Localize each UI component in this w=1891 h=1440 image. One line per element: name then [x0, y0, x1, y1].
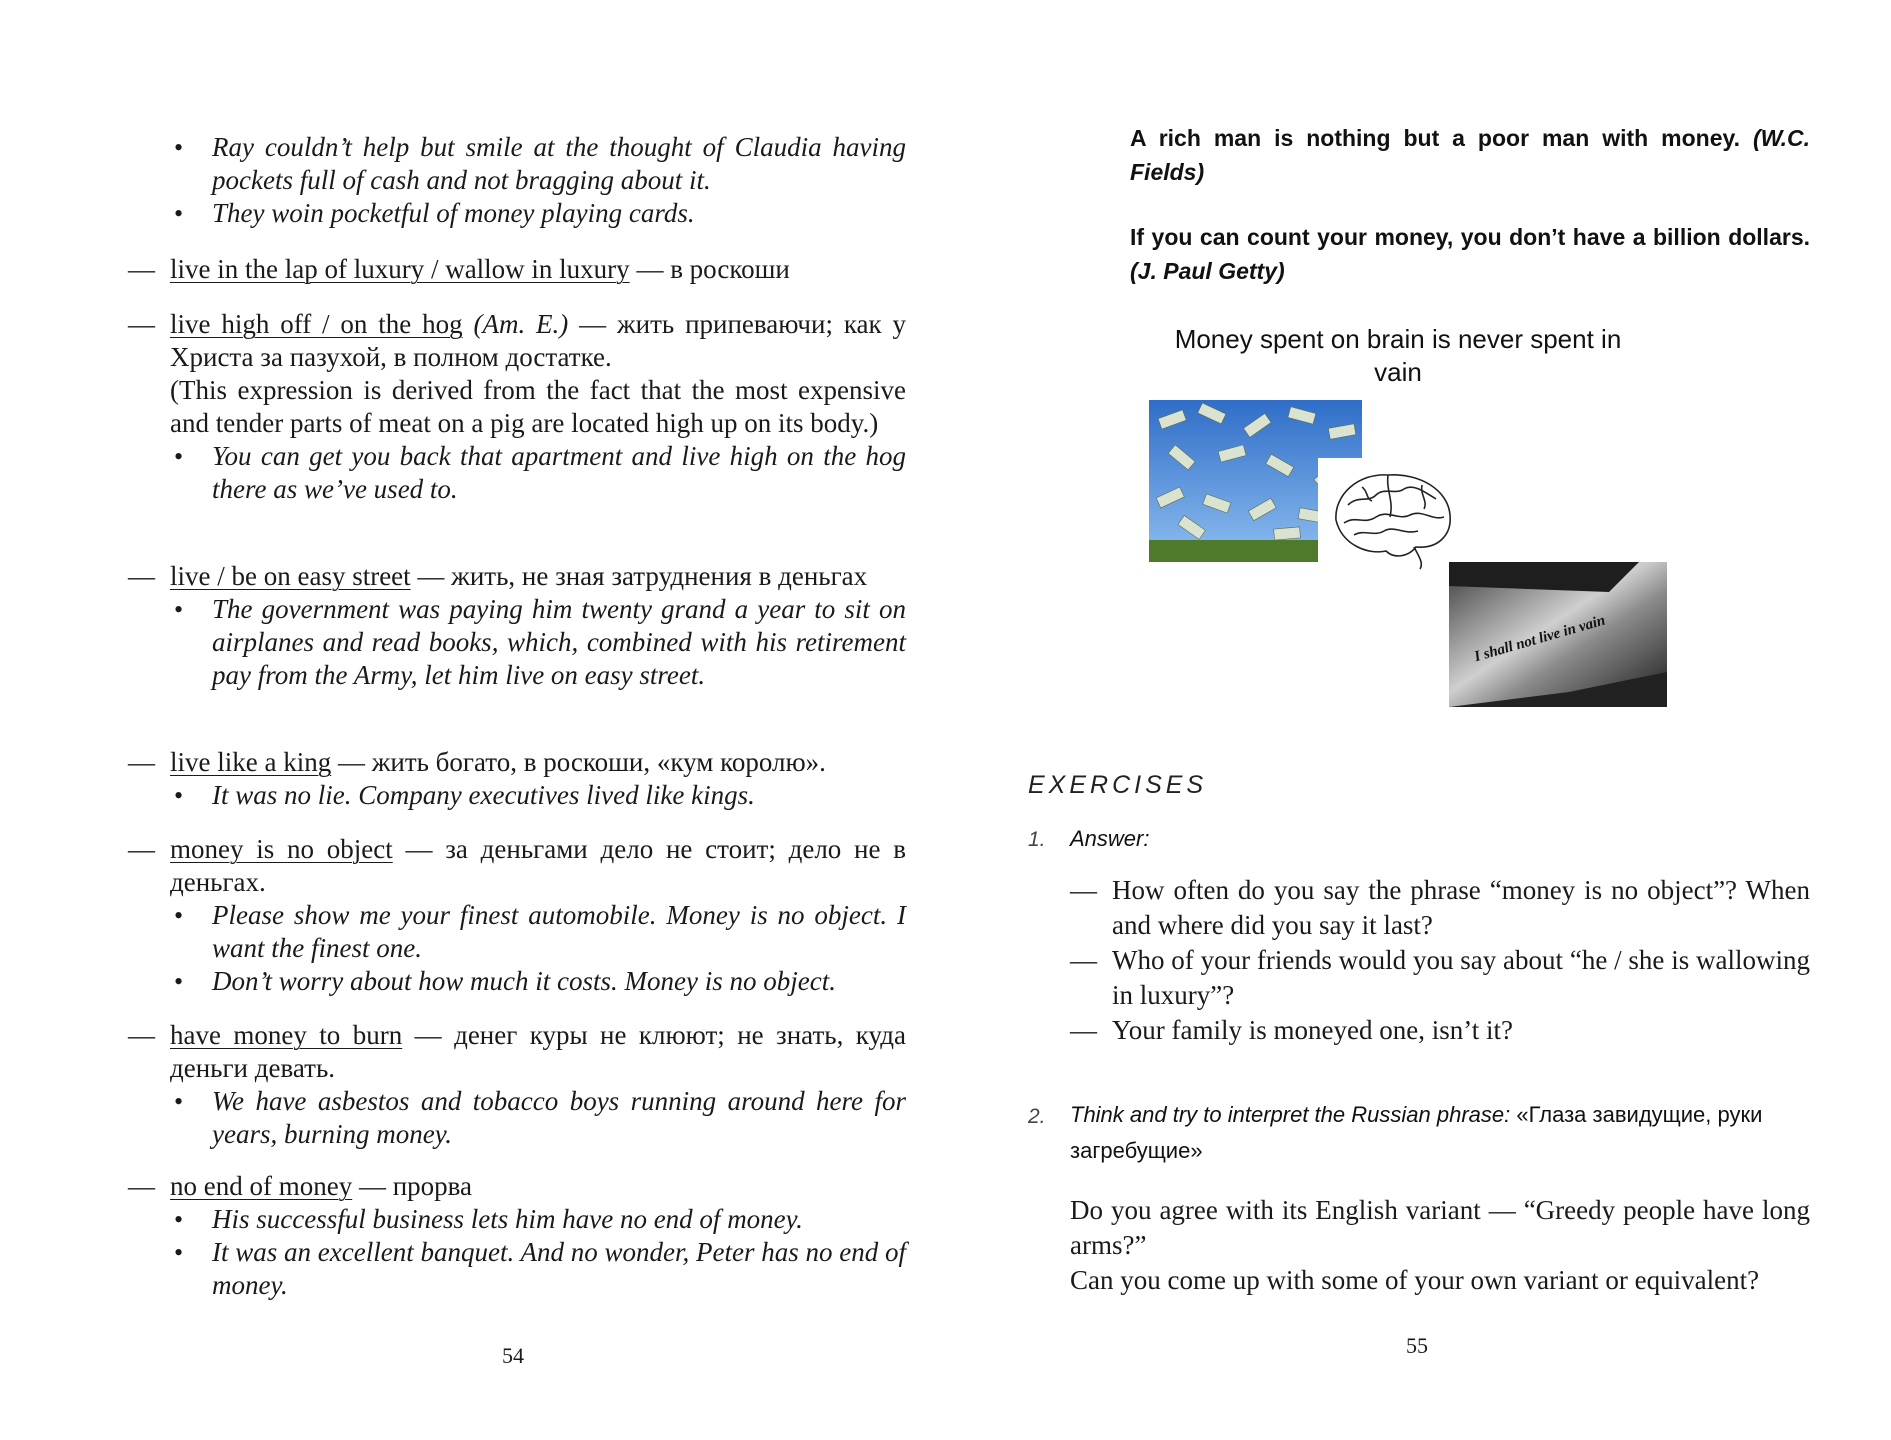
- idiom-entry: [128, 833, 906, 998]
- idiom-phrase: live high off / on the hog: [170, 309, 463, 339]
- right-page: [1000, 0, 1891, 1440]
- page-number: 54: [502, 1343, 524, 1368]
- image-caption: Money spent on brain is never spent in vain: [1174, 324, 1622, 387]
- idiom-translation: — прорва: [352, 1171, 473, 1201]
- exercise-paragraph: Can you come up with some of your own variant or equivalent?: [1070, 1265, 1760, 1295]
- russian-phrase: «Глаза завидущие, руки загребущие»: [1070, 1102, 1763, 1163]
- idiom-phrase: no end of money: [170, 1171, 353, 1201]
- idiom-phrase: live in the lap of luxury / wallow in luxury: [170, 254, 630, 284]
- quote-author: (J. Paul Getty): [1130, 258, 1285, 284]
- brain-icon: [1328, 465, 1458, 570]
- exercise-questions: [1070, 873, 1810, 1048]
- idiom-translation: — в роскоши: [629, 254, 790, 284]
- idiom-translation: — жить, не зная затруднения в деньгах: [410, 561, 868, 591]
- exercise-instruction: Answer:: [1070, 826, 1150, 851]
- example-bullet: • His successful business lets him have no end of money.: [170, 1203, 906, 1236]
- quote-text: A rich man is nothing but a poor man with money.: [1130, 125, 1740, 151]
- idiom-note: (This expression is derived from the fact that the most expensive and tender parts of meat on a pig are located high up on its body.): [170, 375, 906, 438]
- example-bullet: • Please show me your finest automobile. Money is no object. I want the finest one.: [170, 899, 906, 965]
- example-bullet: • You can get you back that apartment and live high on the hog there as we’ve used to.: [170, 440, 906, 506]
- question-item: — Who of your friends would you say about “he / she is wallowing in luxury”?: [1070, 943, 1810, 1013]
- quote: [1130, 121, 1810, 189]
- question-item: — How often do you say the phrase “money is no object”? When and where did you say it last?: [1070, 873, 1810, 943]
- idiom-entry: [128, 746, 906, 812]
- exercise-number: 2.: [1028, 1105, 1046, 1128]
- idiom-translation: — денег куры не клюют; не знать, куда деньги девать.: [170, 1020, 906, 1083]
- idiom-translation: — за деньгами дело не стоит; дело не в деньгах.: [170, 834, 906, 897]
- image-inscription: I shall not live in vain: [1472, 612, 1608, 666]
- quote-author: (W.C. Fields): [1130, 125, 1810, 185]
- idiom-phrase: live / be on easy street: [170, 561, 411, 591]
- section-title: EXERCISES: [1028, 771, 1208, 799]
- example-bullet: • Don’t worry about how much it costs. Money is no object.: [170, 965, 906, 998]
- example-bullet: • Ray couldn’t help but smile at the thought of Claudia having pockets full of cash and not bragging about it.: [170, 131, 906, 197]
- question-item: — Your family is moneyed one, isn’t it?: [1070, 1013, 1810, 1048]
- idiom-entry: [128, 1019, 906, 1151]
- entry-dash: —: [128, 747, 155, 777]
- brain-image: [1328, 465, 1458, 570]
- inscription-image: [1449, 562, 1667, 707]
- entry-dash: —: [128, 254, 155, 284]
- intro-examples: [128, 131, 906, 230]
- idiom-entry: [128, 253, 906, 286]
- entry-dash: —: [128, 1020, 155, 1050]
- idiom-phrase: live like a king: [170, 747, 332, 777]
- quote-text: If you can count your money, you don’t have a billion dollars.: [1130, 224, 1810, 250]
- entry-dash: —: [128, 561, 155, 591]
- idiom-phrase: money is no object: [170, 834, 393, 864]
- example-bullet: • The government was paying him twenty grand a year to sit on airplanes and read books, which, combined with his retirement pay from the Army, let him live on easy street.: [170, 593, 906, 692]
- example-bullet: • It was an excellent banquet. And no wonder, Peter has no end of money.: [170, 1236, 906, 1302]
- page-number: 55: [1406, 1333, 1428, 1358]
- idiom-translation: — жить богато, в роскоши, «кум королю».: [331, 747, 826, 777]
- entry-dash: —: [128, 309, 155, 339]
- quote: [1130, 220, 1810, 288]
- idiom-entry: [128, 1170, 906, 1302]
- example-bullet: • They woin pocketful of money playing cards.: [170, 197, 906, 230]
- entry-dash: —: [128, 834, 155, 864]
- idiom-entry: [128, 560, 906, 692]
- exercise-number: 1.: [1028, 828, 1046, 851]
- idiom-translation: — жить припеваючи; как у Христа за пазухой, в полном достатке.: [170, 309, 906, 372]
- example-bullet: • It was no lie. Company executives lived like kings.: [170, 779, 906, 812]
- entry-dash: —: [128, 1171, 155, 1201]
- idiom-phrase: have money to burn: [170, 1020, 403, 1050]
- idiom-region: (Am. E.): [462, 309, 569, 339]
- exercise-instruction-text: Think and try to interpret the Russian phrase:: [1070, 1102, 1511, 1127]
- exercise-instruction: [1070, 1097, 1810, 1169]
- idiom-entry: [128, 308, 906, 506]
- example-bullet: • We have asbestos and tobacco boys running around here for years, burning money.: [170, 1085, 906, 1151]
- exercise-paragraph: Do you agree with its English variant — “Greedy people have long arms?”: [1070, 1195, 1810, 1260]
